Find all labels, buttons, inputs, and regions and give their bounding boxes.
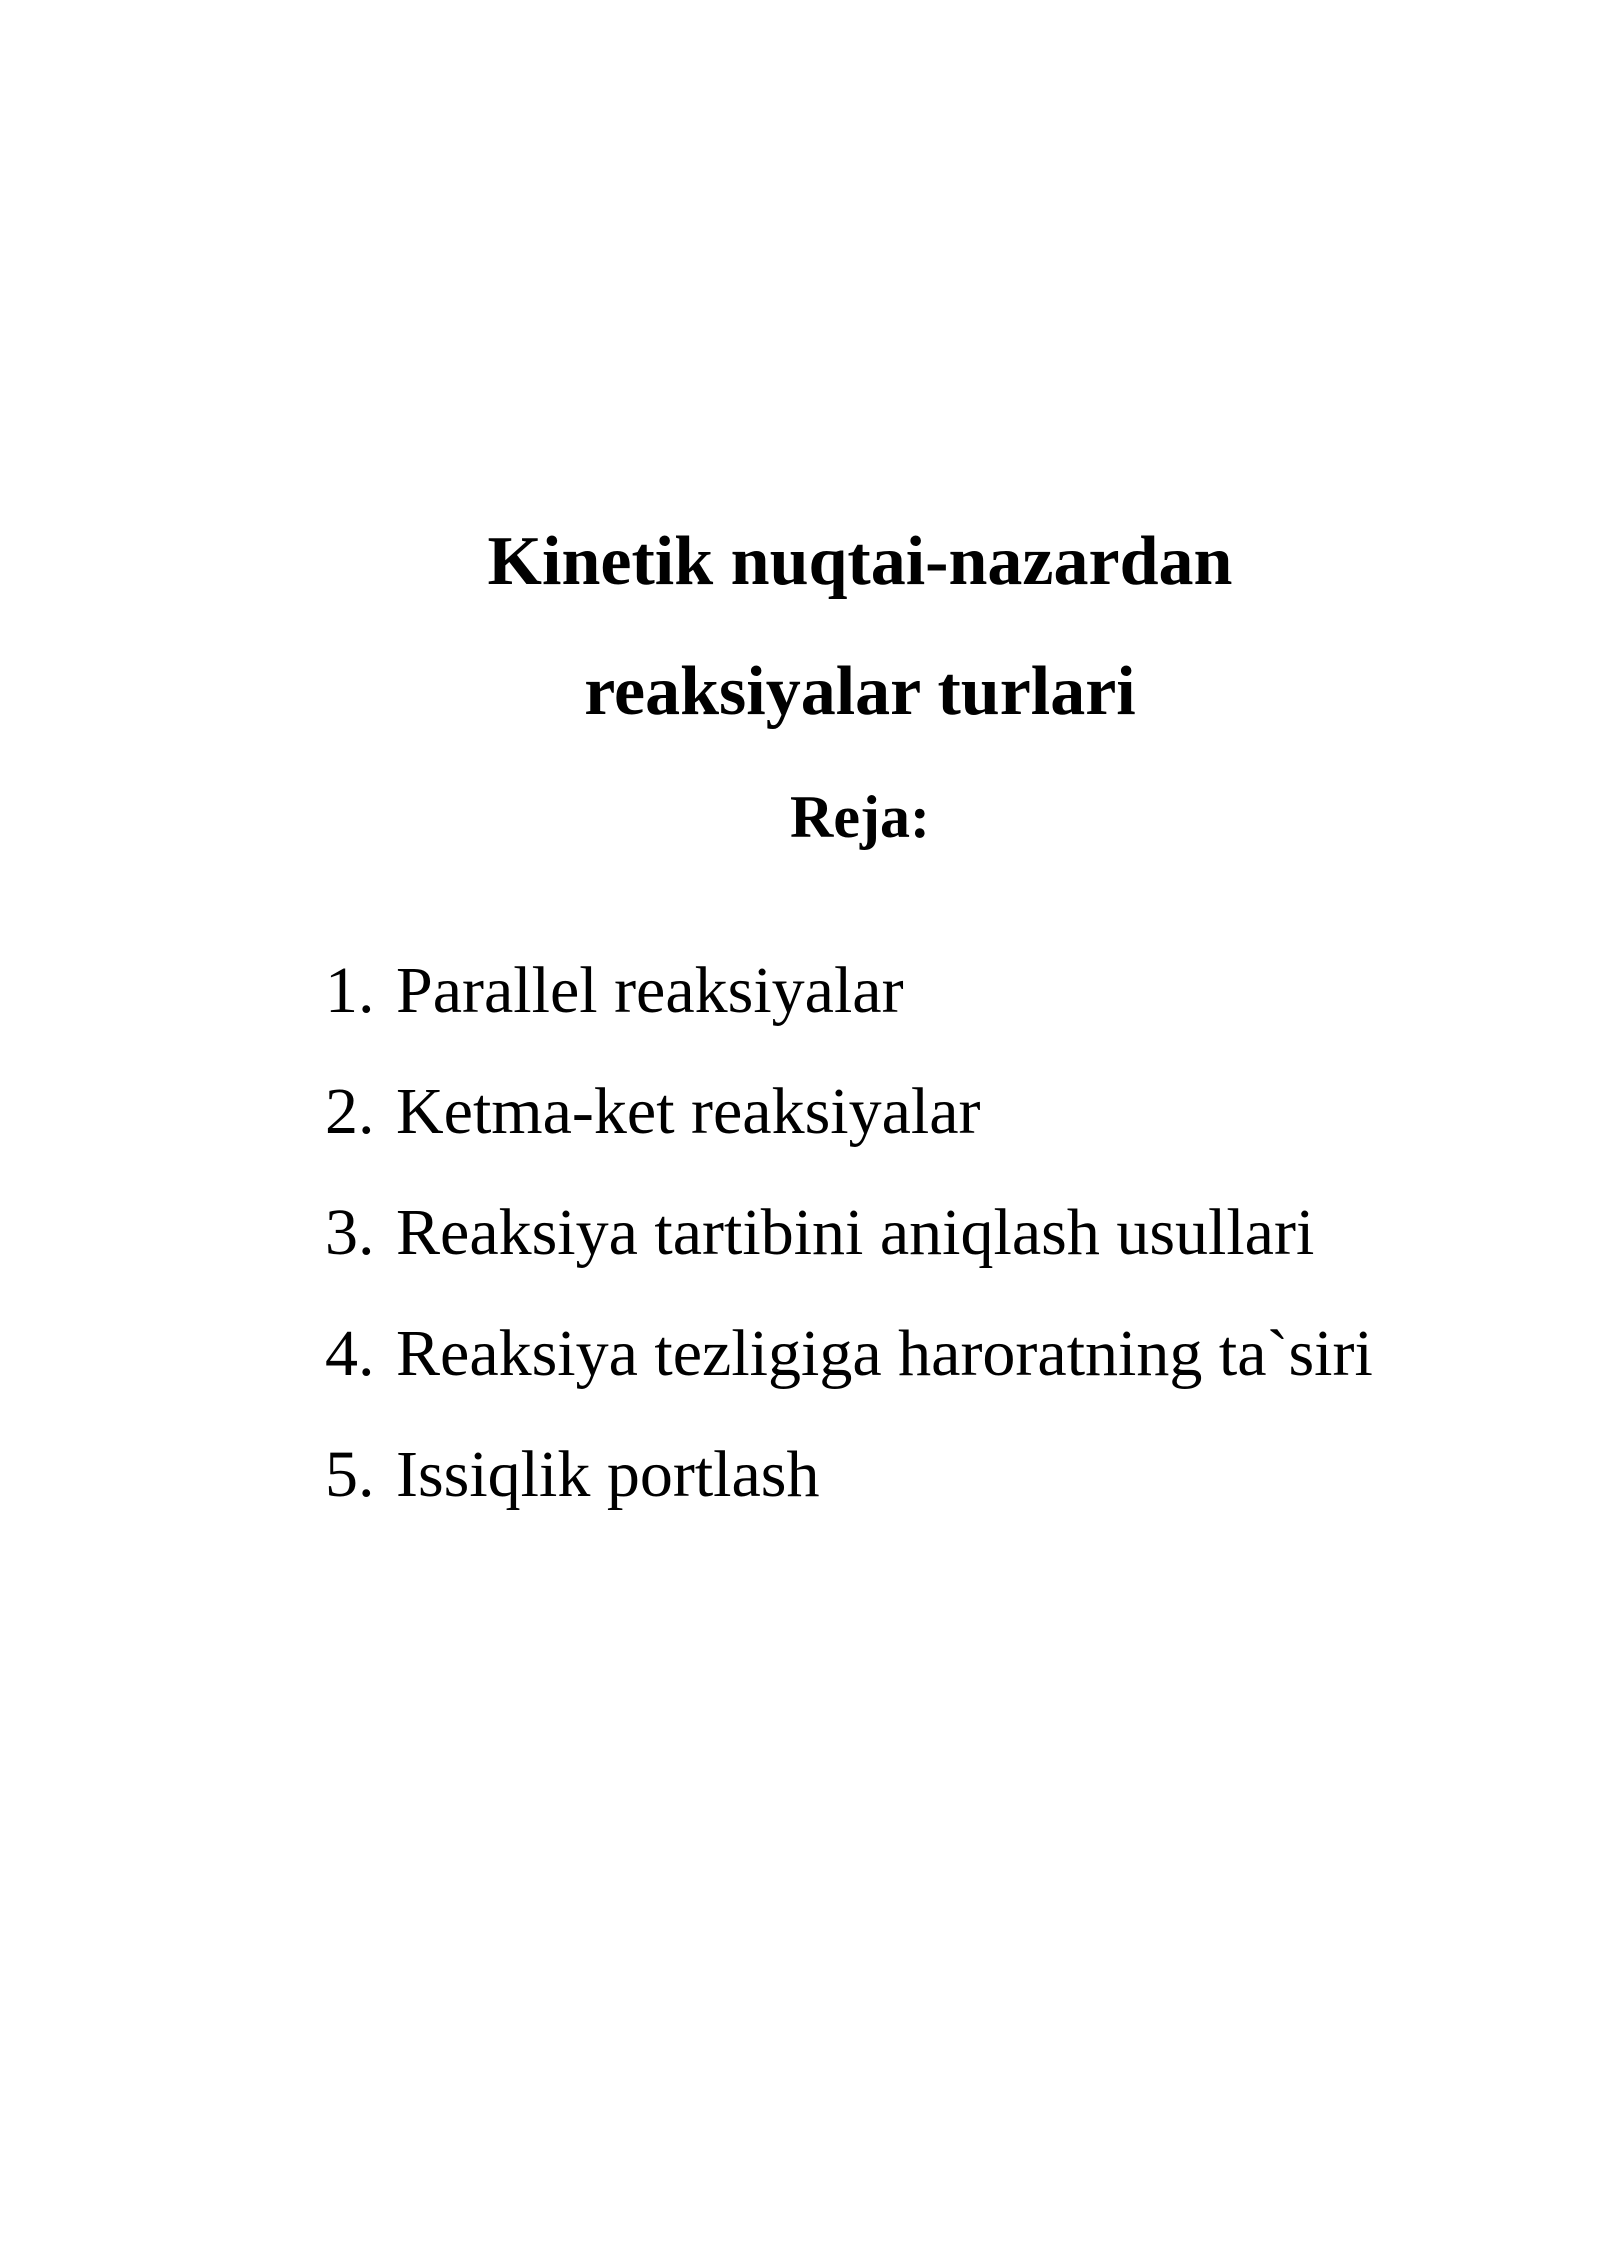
plan-item-number: 5. — [325, 1438, 375, 1511]
plan-item — [325, 1197, 1373, 1269]
plan-item-text: Ketma-ket reaksiyalar — [396, 1075, 981, 1148]
plan-item-number: 3. — [325, 1196, 375, 1269]
plan-item-text: Reaksiya tartibini aniqlash usullari — [396, 1196, 1315, 1269]
plan-item-number: 2. — [325, 1075, 375, 1148]
plan-heading: Reja: — [790, 784, 930, 850]
plan-item — [325, 1318, 1373, 1390]
plan-item-text: Issiqlik portlash — [396, 1438, 820, 1511]
plan-item-text: Parallel reaksiyalar — [396, 954, 904, 1027]
document-title-line-1: Kinetik nuqtai-nazardan — [487, 523, 1233, 600]
plan-item-number: 1. — [325, 954, 375, 1027]
plan-item — [325, 955, 1373, 1027]
document-title-line-2: reaksiyalar turlari — [584, 653, 1136, 730]
plan-item — [325, 1439, 1373, 1511]
plan-item-text: Reaksiya tezligiga haroratning ta`siri — [396, 1317, 1373, 1390]
plan-item-number: 4. — [325, 1317, 375, 1390]
plan-list — [325, 955, 1373, 1560]
plan-item — [325, 1076, 1373, 1148]
